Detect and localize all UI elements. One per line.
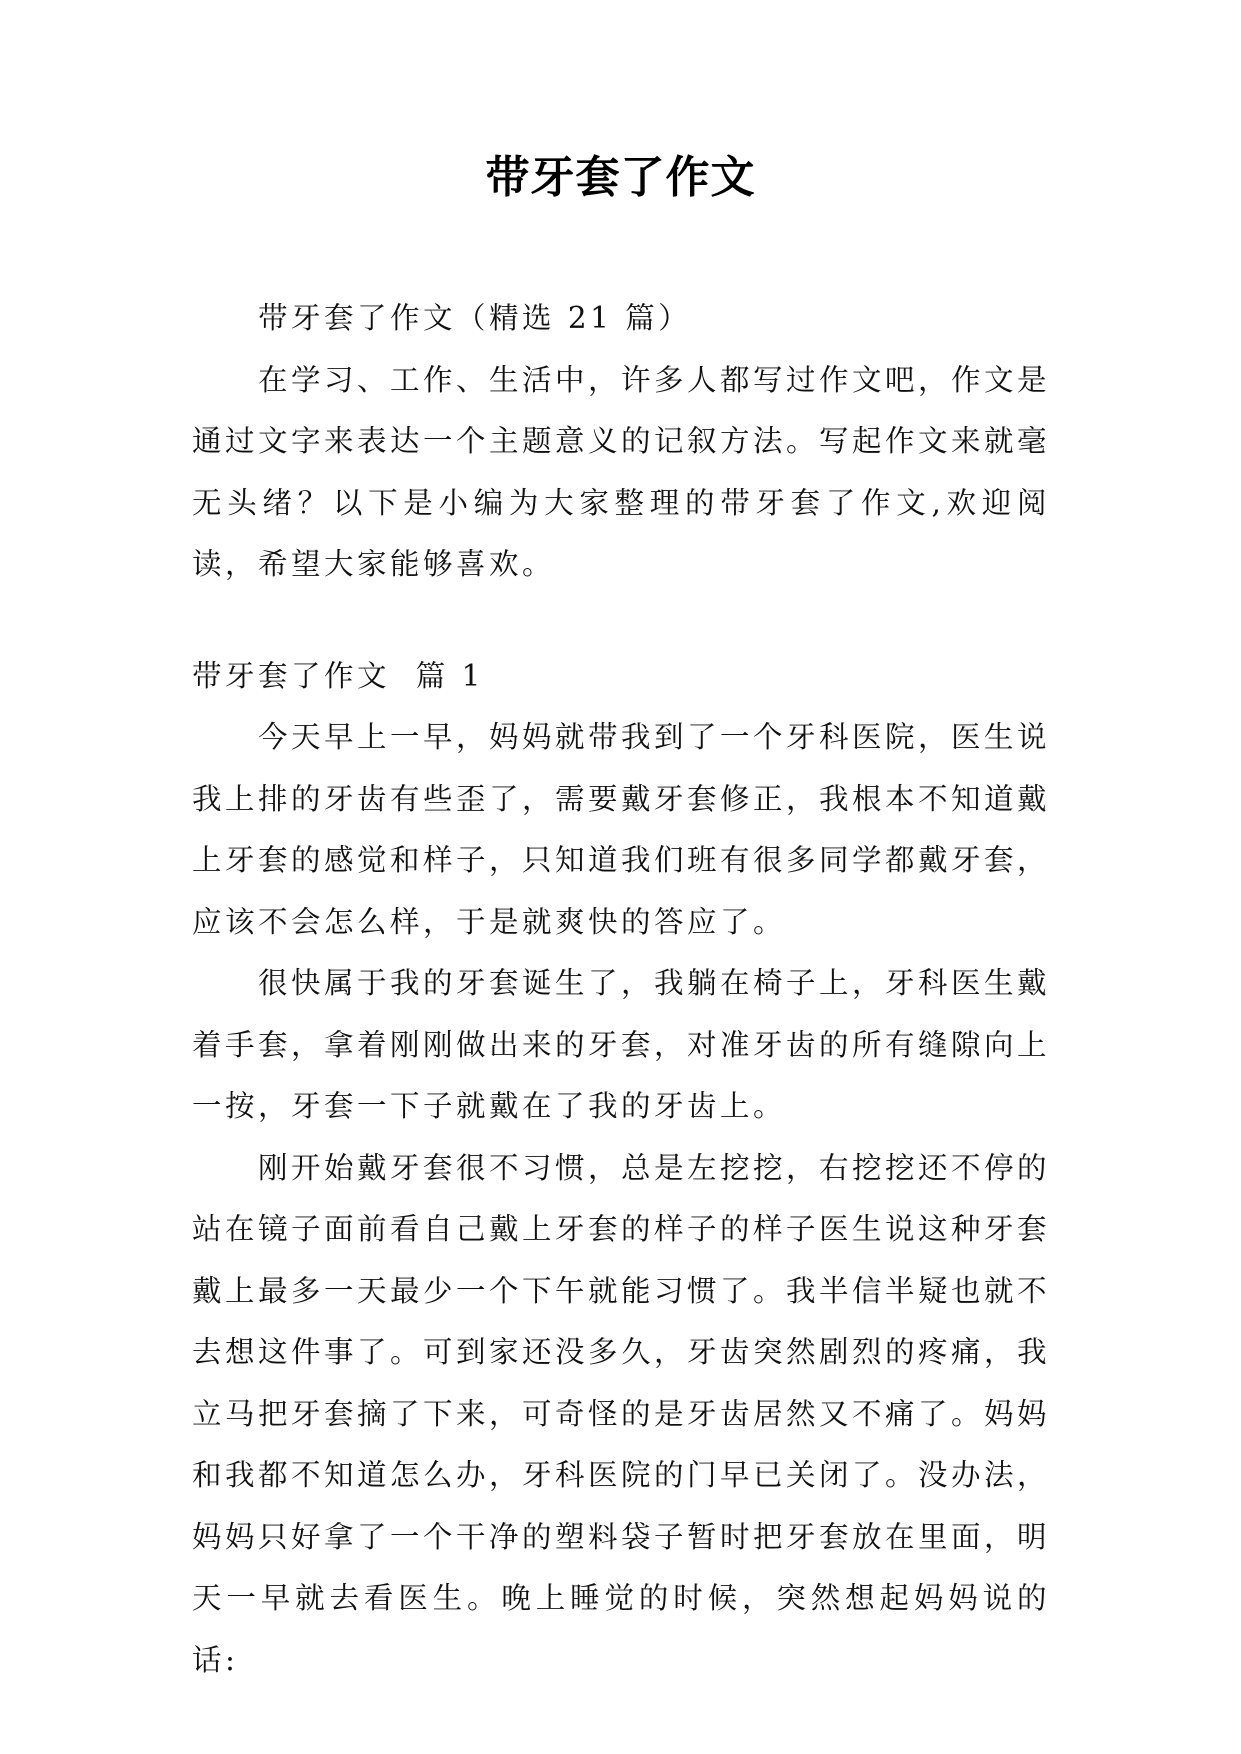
body-paragraph: 很快属于我的牙套诞生了，我躺在椅子上，牙科医生戴着手套，拿着刚刚做出来的牙套，对准牙齿的所有缝隙向上一按，牙套一下子就戴在了我的牙齿上。 (192, 966, 1051, 1123)
intro-paragraph: 在学习、工作、生活中，许多人都写过作文吧，作文是通过文字来表达一个主题意义的记叙方法。写起作文来就毫无头绪？以下是小编为大家整理的带牙套了作文,欢迎阅读，希望大家能够喜欢。 (192, 362, 1051, 581)
document-body (192, 288, 1050, 1691)
document-subtitle: 带牙套了作文（精选 21 篇） (258, 301, 692, 335)
page-title: 带牙套了作文 (485, 152, 756, 203)
body-paragraph: 今天早上一早，妈妈就带我到了一个牙科医院，医生说我上排的牙齿有些歪了，需要戴牙套修正，我根本不知道戴上牙套的感觉和样子，只知道我们班有很多同学都戴牙套，应该不会怎么样，于是就爽快的答应了。 (192, 720, 1051, 939)
section-heading: 带牙套了作文 篇 1 (192, 658, 484, 693)
body-paragraph: 刚开始戴牙套很不习惯，总是左挖挖，右挖挖还不停的站在镜子面前看自己戴上牙套的样子的样子医生说这种牙套戴上最多一天最少一个下午就能习惯了。我半信半疑也就不去想这件事了。可到家还没多久，牙齿突然剧烈的疼痛，我立马把牙套摘了下来，可奇怪的是牙齿居然又不痛了。妈妈和我都不知道怎么办，牙科医院的门早已关闭了。没办法，妈妈只好拿了一个干净的塑料袋子暂时把牙套放在里面，明天一早就去看医生。晚上睡觉的时候，突然想起妈妈说的话: (192, 1150, 1051, 1677)
